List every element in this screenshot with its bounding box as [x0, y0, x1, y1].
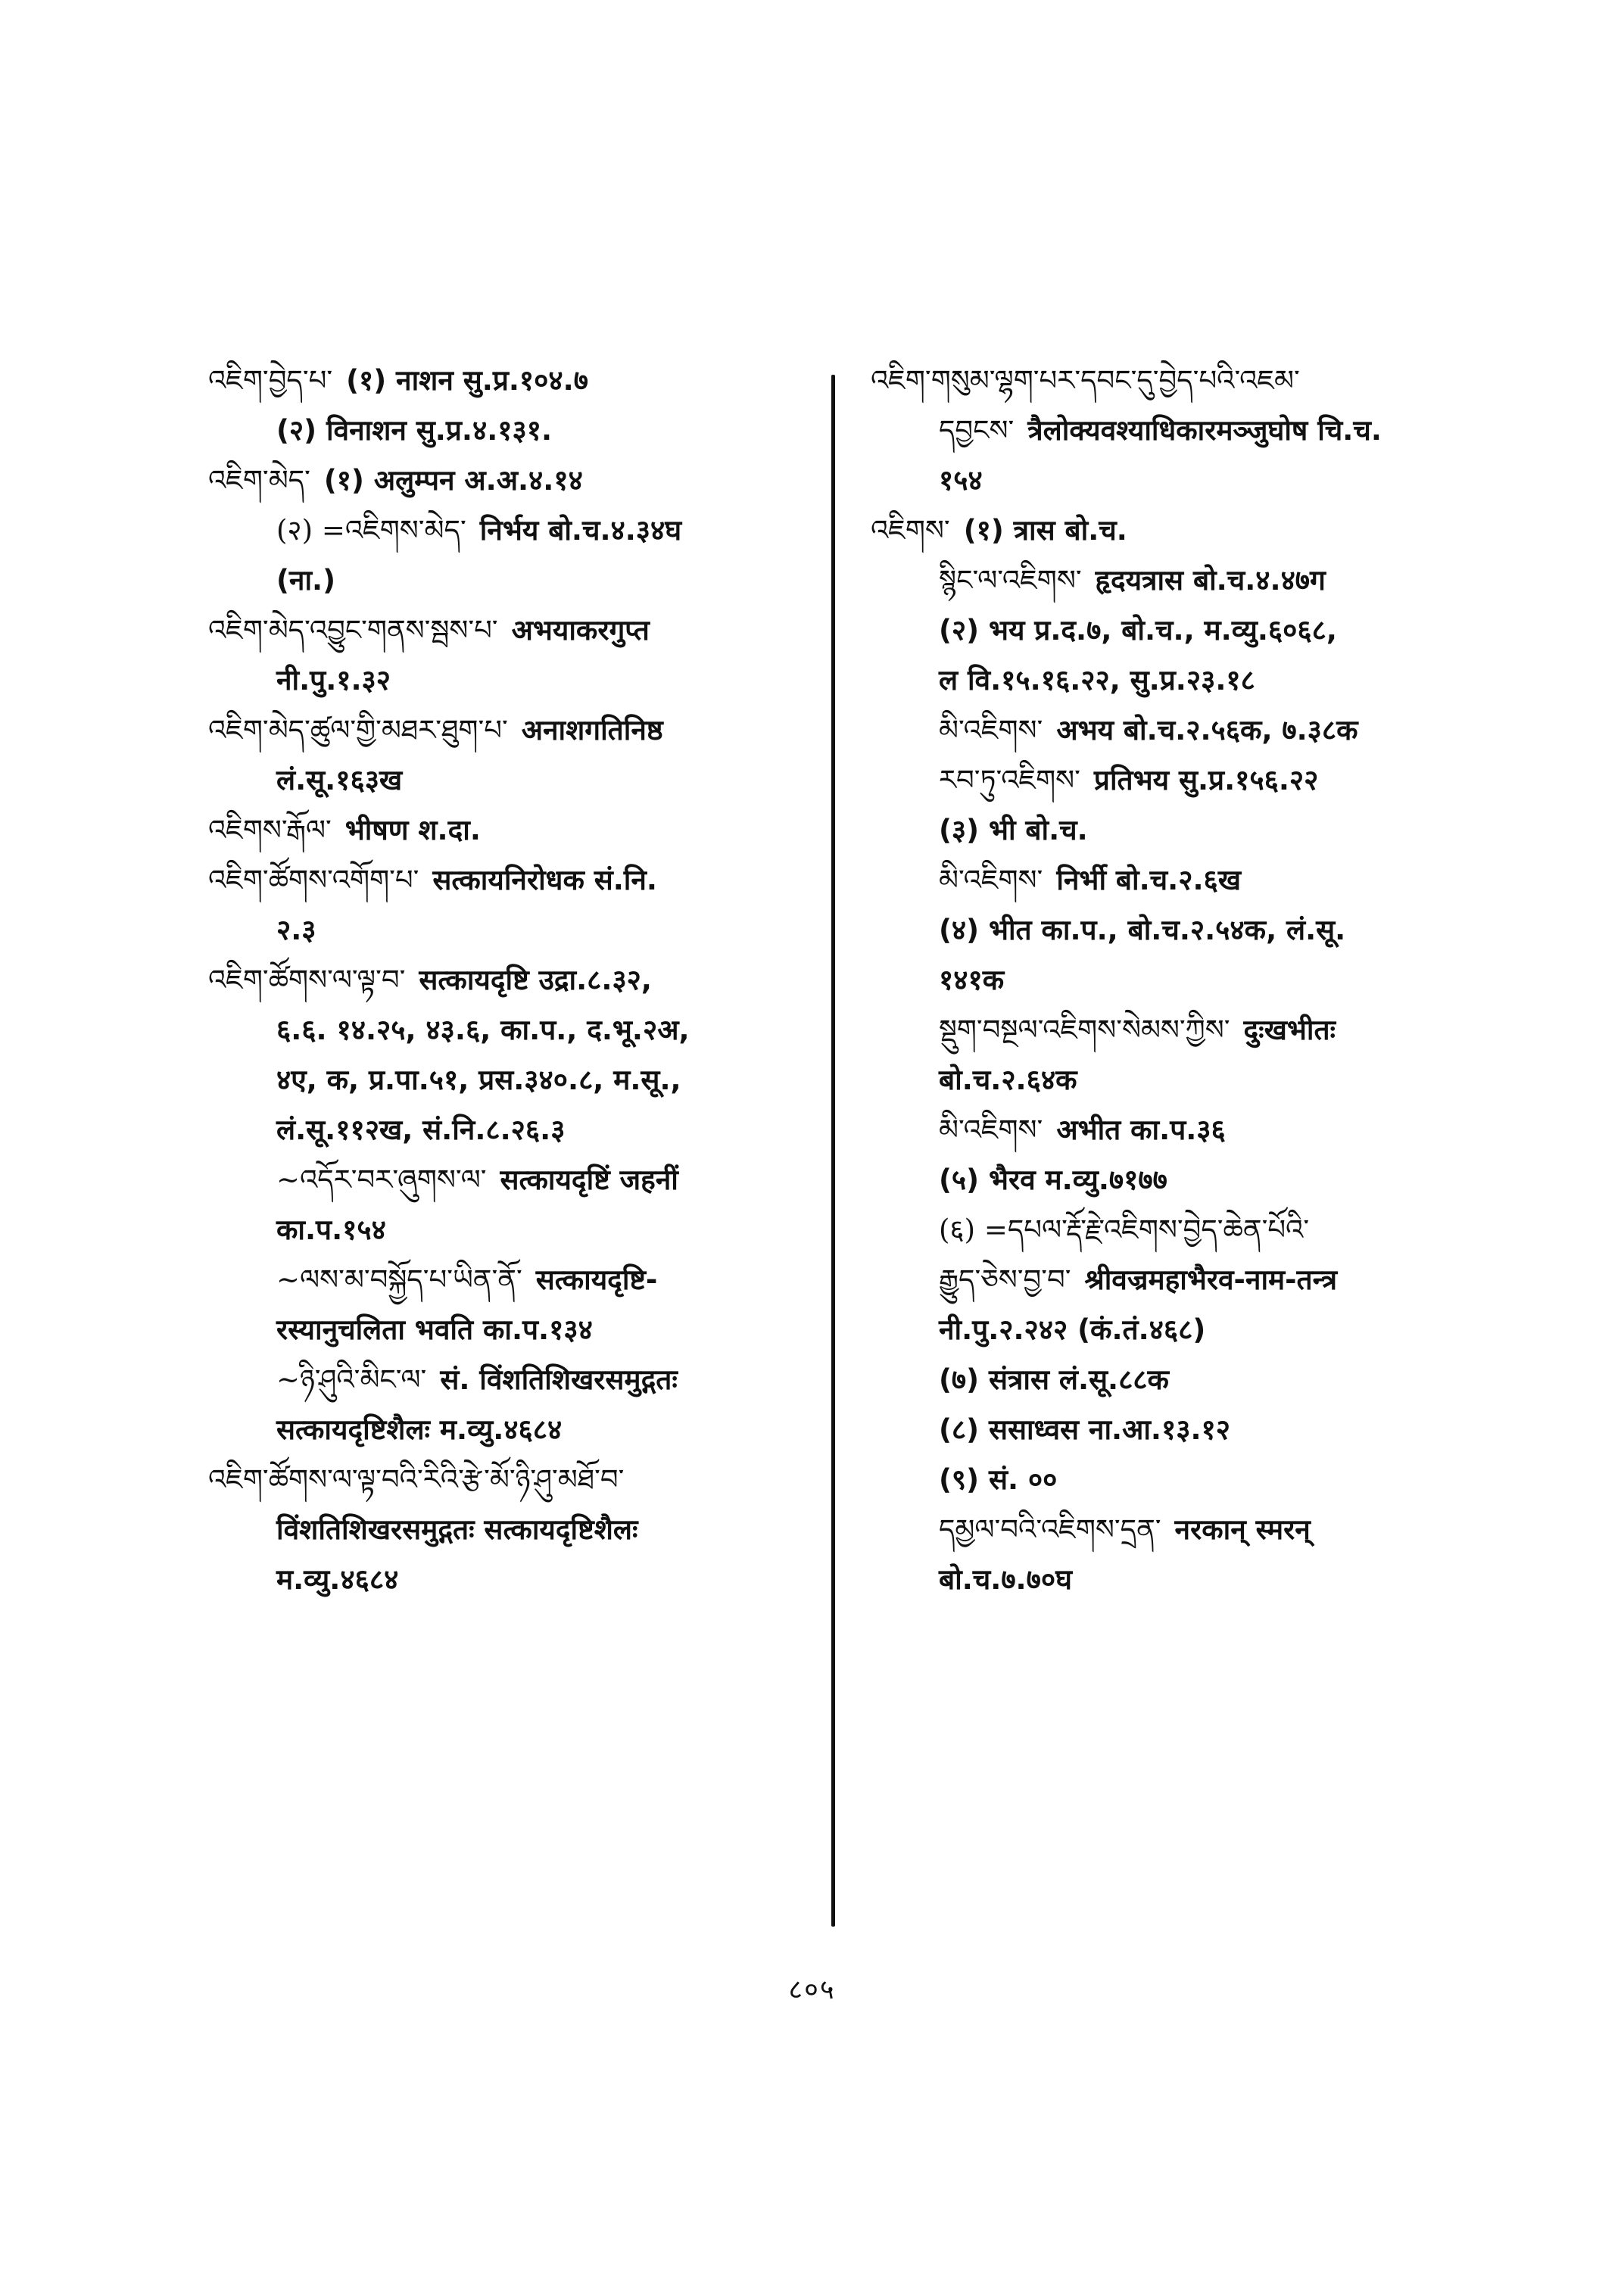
dictionary-entry-line — [871, 456, 1446, 506]
sanskrit-equivalent: विंशतिशिखरसमुद्गतः सत्कायदृष्टिशैलः — [276, 1513, 638, 1546]
dictionary-entry-line — [871, 805, 1446, 855]
dictionary-entry-line — [208, 1555, 814, 1605]
dictionary-entry-line — [871, 1555, 1446, 1605]
sanskrit-equivalent: का.प.१५४ — [276, 1213, 386, 1246]
sanskrit-equivalent: अभीत का.प.३६ — [1056, 1114, 1226, 1146]
dictionary-entry-line — [871, 855, 1446, 905]
dictionary-entry-line — [208, 1305, 814, 1355]
sanskrit-equivalent: नी.पु.१.३२ — [276, 664, 391, 696]
sanskrit-equivalent: २.३ — [276, 914, 316, 946]
tibetan-headword: སྙིང་ལ་འཇིགས་ — [939, 564, 1082, 597]
sanskrit-equivalent: (४) भीत का.प., बो.च.२.५४क, लं.सू. — [939, 914, 1346, 946]
tibetan-headword: ~ལས་མ་བསྐྱོད་པ་ཡིན་ནོ་ — [276, 1263, 522, 1296]
dictionary-entry-line — [871, 1305, 1446, 1355]
sanskrit-equivalent: (१) अलुम्पन अ.अ.४.१४ — [323, 464, 583, 497]
dictionary-entry-line — [871, 356, 1446, 406]
dictionary-entry-line — [208, 756, 814, 805]
tibetan-headword: དམྱལ་བའི་འཇིགས་དྲན་ — [939, 1513, 1161, 1546]
dictionary-entry-line — [871, 1205, 1446, 1255]
tibetan-headword: མི་འཇིགས་ — [939, 714, 1043, 746]
dictionary-entry-line — [208, 1155, 814, 1205]
dictionary-entry-line — [871, 1355, 1446, 1405]
dictionary-entry-line — [871, 905, 1446, 955]
left-column — [208, 356, 814, 1605]
dictionary-entry-line — [208, 905, 814, 955]
dictionary-entry-line — [208, 1105, 814, 1155]
sanskrit-equivalent: सत्कायनिरोधक सं.नि. — [432, 864, 657, 896]
sanskrit-equivalent: म.व्यु.४६८४ — [276, 1563, 399, 1596]
sanskrit-equivalent: (ना.) — [276, 564, 335, 597]
tibetan-headword: འཇིགས་རྒོལ་ — [208, 814, 332, 846]
dictionary-entry-line — [208, 606, 814, 656]
sanskrit-equivalent: ४ए, क, प्र.पा.५१, प्रस.३४०.८, म.सू., — [276, 1064, 681, 1096]
tibetan-headword: འཇིག་ཚོགས་ལ་ལྟ་བའི་རིའི་རྩེ་མོ་ཉི་ཤུ་མཐོ་བ་ — [208, 1463, 625, 1496]
tibetan-headword: འཇིག་ཚོགས་ལ་ལྟ་བ་ — [208, 964, 406, 996]
dictionary-entry-line — [208, 1405, 814, 1455]
tibetan-headword: དབྱངས་ — [939, 414, 1015, 447]
sanskrit-equivalent: श्रीवज्रमहाभैरव-नाम-तन्त्र — [1084, 1263, 1338, 1296]
sanskrit-equivalent: लं.सू.११२ख, सं.नि.८.२६.३ — [276, 1114, 566, 1146]
dictionary-entry-line — [208, 955, 814, 1005]
tibetan-headword: འཇིག་མེད་འབྱུང་གནས་སྦས་པ་ — [208, 614, 498, 646]
sanskrit-equivalent: (१) नाशन सु.प्र.१०४.७ — [346, 364, 588, 397]
sanskrit-equivalent: (५) भैरव म.व्यु.७१७७ — [939, 1164, 1167, 1196]
sanskrit-equivalent: (१) त्रास बो.च. — [963, 514, 1127, 547]
tibetan-headword: འཇིག་མེད་ཚུལ་གྱི་མཐར་ཐུག་པ་ — [208, 714, 508, 746]
dictionary-entry-line — [871, 955, 1446, 1005]
dictionary-entry-line — [871, 1255, 1446, 1305]
tibetan-headword: རབ་ཏུ་འཇིགས་ — [939, 764, 1080, 796]
page-number: ८०५ — [788, 1974, 836, 2005]
sanskrit-equivalent: ल वि.१५.१६.२२, सु.प्र.२३.१८ — [939, 664, 1255, 696]
dictionary-entry-line — [208, 1455, 814, 1505]
sanskrit-equivalent: त्रैलोक्यवश्याधिकारमञ्जुघोष चि.च. — [1027, 414, 1382, 447]
dictionary-entry-line — [208, 506, 814, 556]
dictionary-entry-line — [208, 1355, 814, 1405]
dictionary-entry-line — [208, 1255, 814, 1305]
sanskrit-equivalent: (२) विनाशन सु.प्र.४.१३१. — [276, 414, 553, 447]
sanskrit-equivalent: निर्भय बो.च.४.३४घ — [479, 514, 682, 547]
sanskrit-equivalent: बो.च.७.७०घ — [939, 1563, 1072, 1596]
dictionary-entry-line — [871, 1505, 1446, 1555]
sanskrit-equivalent: अभयाकरगुप्त — [511, 614, 650, 646]
sanskrit-equivalent: हृदयत्रास बो.च.४.४७ग — [1095, 564, 1326, 597]
dictionary-entry-line — [871, 406, 1446, 456]
tibetan-headword: སྡུག་བསྔལ་འཇིགས་སེམས་ཀྱིས་ — [939, 1014, 1230, 1046]
sanskrit-equivalent: अनाशगतिनिष्ठ — [521, 714, 663, 746]
sanskrit-equivalent: १४१क — [939, 964, 1005, 996]
tibetan-headword: རྒྱུད་ཅེས་བྱ་བ་ — [939, 1263, 1071, 1296]
sanskrit-equivalent: रस्यानुचलिता भवति का.प.१३४ — [276, 1313, 593, 1346]
sanskrit-equivalent: (९) सं. ०० — [939, 1463, 1058, 1496]
tibetan-headword: (२) =འཇིགས་མེད་ — [276, 514, 466, 547]
sanskrit-equivalent: लं.सू.१६३ख — [276, 764, 403, 796]
tibetan-headword: མི་འཇིགས་ — [939, 1114, 1043, 1146]
dictionary-entry-line — [871, 1455, 1446, 1505]
dictionary-entry-line — [208, 356, 814, 406]
sanskrit-equivalent: सत्कायदृष्टिं जहनीं — [500, 1164, 678, 1196]
dictionary-entry-line — [208, 1005, 814, 1055]
tibetan-headword: འཇིག་གསུམ་ལྷག་པར་དབང་དུ་བྱེད་པའི་འཇམ་ — [871, 364, 1300, 397]
right-column — [871, 356, 1446, 1605]
dictionary-entry-line — [208, 805, 814, 855]
dictionary-entry-line — [208, 855, 814, 905]
dictionary-entry-line — [871, 706, 1446, 756]
sanskrit-equivalent: सत्कायदृष्टि उद्रा.८.३२, — [419, 964, 652, 996]
dictionary-entry-line — [208, 1205, 814, 1255]
sanskrit-equivalent: निर्भी बो.च.२.६ख — [1056, 864, 1242, 896]
sanskrit-equivalent: (३) भी बो.च. — [939, 814, 1088, 846]
dictionary-entry-line — [208, 1505, 814, 1555]
dictionary-entry-line — [871, 1005, 1446, 1055]
dictionary-entry-line — [208, 406, 814, 456]
sanskrit-equivalent: सत्कायदृष्टिशैलः म.व्यु.४६८४ — [276, 1413, 563, 1446]
dictionary-entry-line — [871, 1105, 1446, 1155]
tibetan-headword: ~ཉི་ཤུའི་མིང་ལ་ — [276, 1363, 427, 1396]
tibetan-headword: འཇིག་ཚོགས་འགོག་པ་ — [208, 864, 419, 896]
sanskrit-equivalent: नी.पु.२.२४२ (कं.तं.४६८) — [939, 1313, 1206, 1346]
dictionary-entry-line — [208, 1055, 814, 1105]
sanskrit-equivalent: सं. विंशतिशिखरसमुद्गतः — [440, 1363, 678, 1396]
tibetan-headword: འཇིག་མེད་ — [208, 464, 310, 497]
dictionary-entry-line — [871, 756, 1446, 805]
sanskrit-equivalent: (७) संत्रास लं.सू.८८क — [939, 1363, 1169, 1396]
dictionary-entry-line — [871, 1155, 1446, 1205]
sanskrit-equivalent: (८) ससाध्वस ना.आ.१३.१२ — [939, 1413, 1230, 1446]
dictionary-entry-line — [871, 656, 1446, 706]
sanskrit-equivalent: अभय बो.च.२.५६क, ७.३८क — [1056, 714, 1358, 746]
dictionary-entry-line — [871, 606, 1446, 656]
sanskrit-equivalent: सत्कायदृष्टि- — [535, 1263, 658, 1296]
sanskrit-equivalent: १५४ — [939, 464, 983, 497]
tibetan-headword: མི་འཇིགས་ — [939, 864, 1043, 896]
dictionary-entry-line — [871, 506, 1446, 556]
sanskrit-equivalent: बो.च.२.६४क — [939, 1064, 1077, 1096]
dictionary-entry-line — [871, 556, 1446, 606]
tibetan-headword: (६) =དཔལ་རྡོ་རྗེ་འཇིགས་བྱེད་ཆེན་པོའི་ — [939, 1213, 1310, 1246]
dictionary-entry-line — [208, 706, 814, 756]
dictionary-entry-line — [871, 1405, 1446, 1455]
dictionary-entry-line — [208, 656, 814, 706]
sanskrit-equivalent: नरकान् स्मरन् — [1174, 1513, 1311, 1546]
column-divider — [831, 375, 835, 1927]
tibetan-headword: འཇིགས་ — [871, 514, 950, 547]
sanskrit-equivalent: प्रतिभय सु.प्र.१५६.२२ — [1093, 764, 1319, 796]
sanskrit-equivalent: (२) भय प्र.द.७, बो.च., म.व्यु.६०६८, — [939, 614, 1337, 646]
dictionary-entry-line — [208, 556, 814, 606]
dictionary-entry-line — [208, 456, 814, 506]
tibetan-headword: འཇིག་བྱེད་པ་ — [208, 364, 333, 397]
sanskrit-equivalent: भीषण श.दा. — [344, 814, 481, 846]
sanskrit-equivalent: दुःखभीतः — [1243, 1014, 1336, 1046]
tibetan-headword: ~འདོར་བར་ཞུགས་ལ་ — [276, 1164, 487, 1196]
dictionary-entry-line — [871, 1055, 1446, 1105]
sanskrit-equivalent: ६.६. १४.२५, ४३.६, का.प., द.भू.२अ, — [276, 1014, 690, 1046]
